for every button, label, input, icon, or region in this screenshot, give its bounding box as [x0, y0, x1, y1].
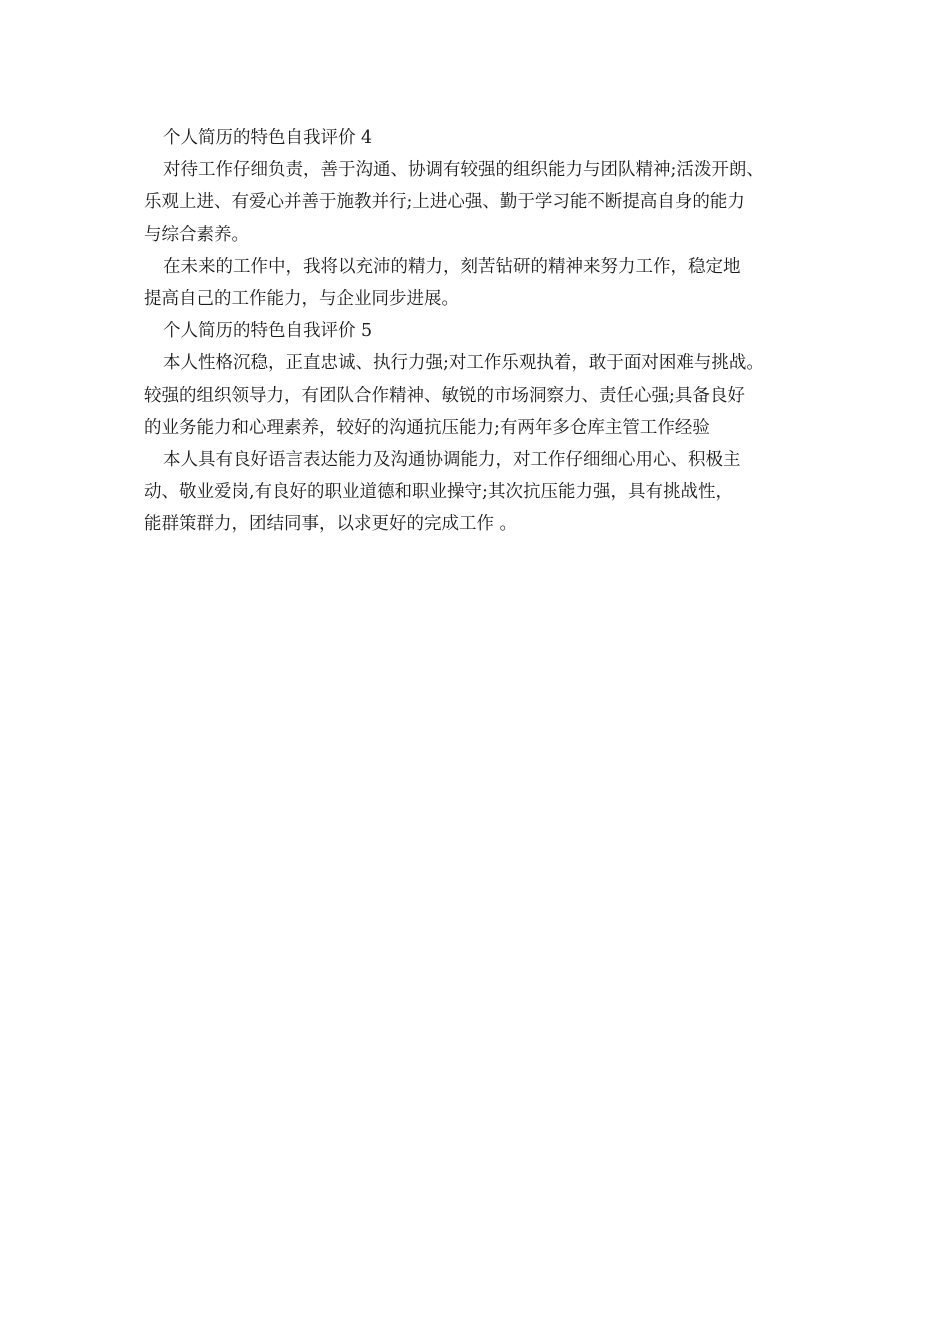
paragraph-line: 本人性格沉稳，正直忠诚、执行力强;对工作乐观执着，敢于面对困难与挑战。 — [163, 353, 764, 374]
paragraph — [144, 156, 834, 248]
paragraph-line: 对待工作仔细负责，善于沟通、协调有较强的组织能力与团队精神;活泼开朗、 — [163, 160, 764, 181]
document-body — [144, 124, 834, 542]
paragraph-line: 较强的组织领导力，有团队合作精神、敏锐的市场洞察力、责任心强;具备良好 — [144, 385, 745, 406]
paragraph-line: 乐观上进、有爱心并善于施教并行;上进心强、勤于学习能不断提高自身的能力 — [144, 192, 745, 213]
section-heading: 个人简历的特色自我评价 5 — [163, 321, 373, 342]
paragraph — [144, 446, 834, 538]
paragraph — [144, 253, 834, 313]
paragraph-line: 的业务能力和心理素养，较好的沟通抗压能力;有两年多仓库主管工作经验 — [144, 417, 710, 438]
section-4 — [144, 124, 834, 313]
paragraph — [144, 349, 834, 441]
paragraph-line: 提高自己的工作能力，与企业同步进展。 — [144, 288, 459, 309]
paragraph-line: 在未来的工作中，我将以充沛的精力，刻苦钻研的精神来努力工作，稳定地 — [163, 256, 741, 277]
section-5 — [144, 317, 834, 538]
paragraph-line: 与综合素养。 — [144, 224, 249, 245]
paragraph-line: 动、敬业爱岗,有良好的职业道德和职业操守;其次抗压能力强，具有挑战性， — [144, 482, 733, 503]
paragraph-line: 本人具有良好语言表达能力及沟通协调能力，对工作仔细细心用心、积极主 — [163, 449, 741, 470]
paragraph-line: 能群策群力，团结同事，以求更好的完成工作 。 — [144, 514, 518, 535]
section-heading: 个人简历的特色自我评价 4 — [163, 128, 373, 148]
